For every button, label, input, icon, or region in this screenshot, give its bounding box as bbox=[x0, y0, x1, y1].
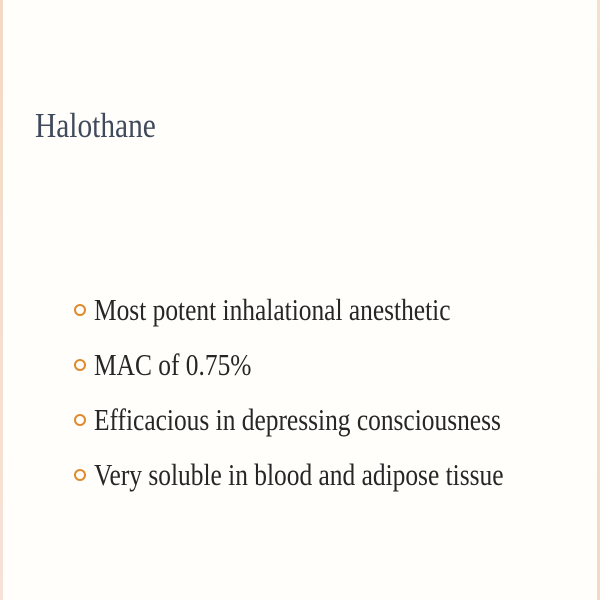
circle-bullet-icon bbox=[74, 414, 86, 426]
bullet-item bbox=[74, 282, 593, 337]
bullet-item bbox=[74, 447, 593, 502]
circle-bullet-icon bbox=[74, 359, 86, 371]
bullet-list bbox=[74, 282, 593, 502]
slide-left-edge bbox=[0, 0, 3, 600]
bullet-item bbox=[74, 392, 593, 447]
bullet-item bbox=[74, 337, 593, 392]
circle-bullet-icon bbox=[74, 469, 86, 481]
bullet-text: Most potent inhalational anesthetic bbox=[94, 291, 451, 327]
bullet-text: Efficacious in depressing consciousness bbox=[94, 401, 501, 437]
bullet-text: MAC of 0.75% bbox=[94, 346, 252, 382]
slide-title: Halothane bbox=[35, 106, 156, 145]
bullet-text: Very soluble in blood and adipose tissue bbox=[94, 456, 504, 492]
circle-bullet-icon bbox=[74, 304, 86, 316]
